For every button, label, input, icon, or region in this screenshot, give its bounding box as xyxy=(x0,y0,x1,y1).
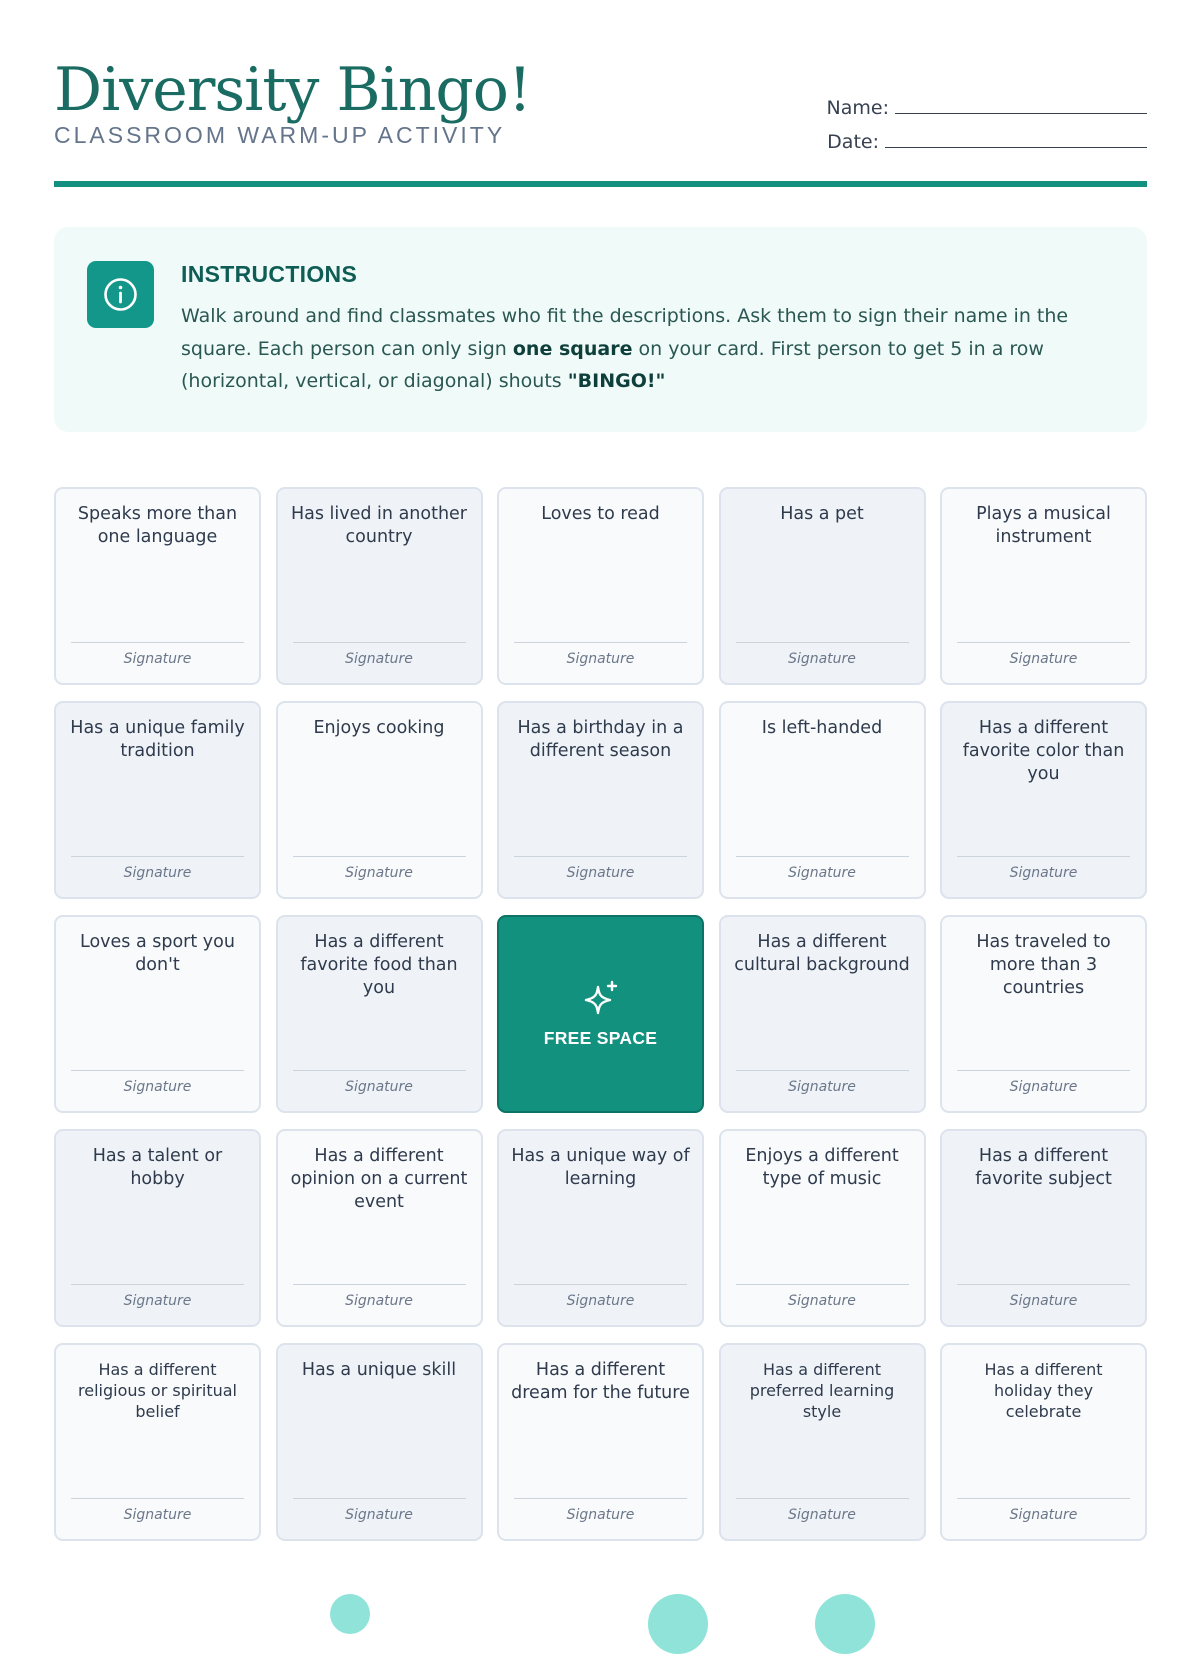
signature-line[interactable] xyxy=(957,856,1130,857)
signature-label: Signature xyxy=(123,1507,192,1523)
signature-line[interactable] xyxy=(514,1498,687,1499)
bingo-cell[interactable] xyxy=(497,1129,704,1327)
signature-line[interactable] xyxy=(71,1284,244,1285)
bingo-cell[interactable] xyxy=(940,1343,1147,1541)
bingo-grid xyxy=(54,487,1147,1541)
cell-prompt: Has a talent or hobby xyxy=(92,1146,223,1189)
signature-label: Signature xyxy=(788,1507,856,1523)
bingo-cell[interactable] xyxy=(940,701,1147,899)
signature-line[interactable] xyxy=(736,1070,909,1071)
signature-label: Signature xyxy=(123,1293,192,1309)
cell-prompt: Loves to read xyxy=(541,504,660,524)
date-line[interactable] xyxy=(885,129,1147,148)
signature-label: Signature xyxy=(1009,1507,1078,1523)
signature-label: Signature xyxy=(788,1079,856,1095)
bingo-cell[interactable] xyxy=(719,701,926,899)
signature-label: Signature xyxy=(345,1079,413,1095)
instructions-text: Walk around and find classmates who fit the descriptions. Ask them to sign their name in the square. Each person can only sign one square on your card. First person to get 5 in a row (horizontal, vertical, or diagonal) shouts "BINGO!" xyxy=(181,305,1069,392)
sparkles-icon xyxy=(581,980,621,1020)
cell-prompt: Has a different holiday they celebrate xyxy=(984,1360,1103,1421)
info-icon xyxy=(87,261,154,328)
cell-prompt: Has a different favorite food than you xyxy=(300,932,458,998)
free-space-label: FREE SPACE xyxy=(543,1027,658,1048)
name-label: Name: xyxy=(826,97,889,119)
signature-label: Signature xyxy=(566,651,635,667)
signature-line[interactable] xyxy=(293,642,466,643)
signature-label: Signature xyxy=(345,865,413,881)
bingo-cell[interactable] xyxy=(54,1343,261,1541)
signature-label: Signature xyxy=(345,1293,413,1309)
signature-line[interactable] xyxy=(736,642,909,643)
signature-label: Signature xyxy=(345,1507,413,1523)
signature-line[interactable] xyxy=(736,1498,909,1499)
bingo-cell[interactable] xyxy=(54,487,261,685)
signature-label: Signature xyxy=(788,1293,856,1309)
cell-prompt: Has lived in another country xyxy=(290,504,468,547)
cell-prompt: Has a unique family tradition xyxy=(70,718,245,761)
cell-prompt: Has a different opinion on a current event xyxy=(290,1146,468,1212)
instructions-heading: INSTRUCTIONS xyxy=(181,261,358,287)
page-title: Diversity Bingo! xyxy=(54,55,532,125)
bingo-cell[interactable] xyxy=(54,915,261,1113)
cell-prompt: Has traveled to more than 3 countries xyxy=(976,932,1111,998)
signature-label: Signature xyxy=(788,651,856,667)
cell-prompt: Has a pet xyxy=(780,504,864,524)
signature-line[interactable] xyxy=(293,1070,466,1071)
bingo-cell[interactable] xyxy=(276,1129,483,1327)
signature-line[interactable] xyxy=(957,1070,1130,1071)
cell-prompt: Has a unique way of learning xyxy=(511,1146,690,1189)
signature-label: Signature xyxy=(566,1293,635,1309)
bingo-cell[interactable] xyxy=(497,1343,704,1541)
signature-label: Signature xyxy=(1009,651,1078,667)
free-space-cell xyxy=(497,915,704,1113)
signature-label: Signature xyxy=(123,865,192,881)
signature-label: Signature xyxy=(1009,1293,1078,1309)
cell-prompt: Has a birthday in a different season xyxy=(517,718,684,761)
signature-line[interactable] xyxy=(514,1284,687,1285)
name-field[interactable] xyxy=(827,95,1147,119)
bingo-cell[interactable] xyxy=(940,1129,1147,1327)
signature-line[interactable] xyxy=(293,1284,466,1285)
signature-label: Signature xyxy=(1009,865,1078,881)
cell-prompt: Has a unique skill xyxy=(301,1360,457,1380)
cell-prompt: Is left-handed xyxy=(761,718,883,738)
name-line[interactable] xyxy=(895,95,1147,114)
decorative-circle xyxy=(815,1594,875,1654)
bingo-cell[interactable] xyxy=(719,915,926,1113)
cell-prompt: Enjoys a different type of music xyxy=(745,1146,899,1189)
bingo-cell[interactable] xyxy=(497,701,704,899)
signature-label: Signature xyxy=(566,865,635,881)
cell-prompt: Has a different preferred learning style xyxy=(749,1360,895,1421)
cell-prompt: Loves a sport you don't xyxy=(80,932,235,975)
cell-prompt: Has a different dream for the future xyxy=(511,1360,690,1403)
signature-label: Signature xyxy=(788,865,856,881)
decorative-circle xyxy=(648,1594,708,1654)
signature-label: Signature xyxy=(123,651,192,667)
cell-prompt: Has a different favorite subject xyxy=(975,1146,1112,1189)
signature-line[interactable] xyxy=(71,1070,244,1071)
signature-line[interactable] xyxy=(957,1284,1130,1285)
signature-line[interactable] xyxy=(514,642,687,643)
bingo-cell[interactable] xyxy=(719,1129,926,1327)
cell-prompt: Speaks more than one language xyxy=(77,504,238,547)
bingo-cell[interactable] xyxy=(276,1343,483,1541)
cell-prompt: Has a different religious or spiritual belief xyxy=(78,1360,237,1421)
signature-line[interactable] xyxy=(957,642,1130,643)
decorative-circle xyxy=(330,1594,370,1634)
bingo-cell[interactable] xyxy=(940,487,1147,685)
page-subtitle: CLASSROOM WARM-UP ACTIVITY xyxy=(54,122,506,148)
signature-label: Signature xyxy=(345,651,413,667)
signature-label: Signature xyxy=(1009,1079,1078,1095)
signature-label: Signature xyxy=(123,1079,192,1095)
signature-line[interactable] xyxy=(957,1498,1130,1499)
signature-line[interactable] xyxy=(71,1498,244,1499)
bingo-cell[interactable] xyxy=(276,701,483,899)
bingo-cell[interactable] xyxy=(54,1129,261,1327)
header-divider xyxy=(54,181,1147,187)
signature-line[interactable] xyxy=(514,856,687,857)
signature-line[interactable] xyxy=(293,1498,466,1499)
cell-prompt: Enjoys cooking xyxy=(313,718,445,738)
bingo-cell[interactable] xyxy=(54,701,261,899)
bingo-cell[interactable] xyxy=(497,487,704,685)
signature-line[interactable] xyxy=(293,856,466,857)
date-label: Date: xyxy=(827,131,879,153)
bingo-cell[interactable] xyxy=(940,915,1147,1113)
signature-line[interactable] xyxy=(71,856,244,857)
signature-line[interactable] xyxy=(736,1284,909,1285)
instructions-panel xyxy=(54,227,1147,432)
cell-prompt: Has a different favorite color than you xyxy=(962,718,1125,784)
signature-line[interactable] xyxy=(71,642,244,643)
cell-prompt: Has a different cultural background xyxy=(734,932,910,975)
cell-prompt: Plays a musical instrument xyxy=(976,504,1111,547)
signature-line[interactable] xyxy=(736,856,909,857)
bingo-cell[interactable] xyxy=(276,487,483,685)
date-field[interactable] xyxy=(827,129,1147,153)
bingo-cell[interactable] xyxy=(719,487,926,685)
bingo-cell[interactable] xyxy=(276,915,483,1113)
bingo-cell[interactable] xyxy=(719,1343,926,1541)
signature-label: Signature xyxy=(566,1507,635,1523)
